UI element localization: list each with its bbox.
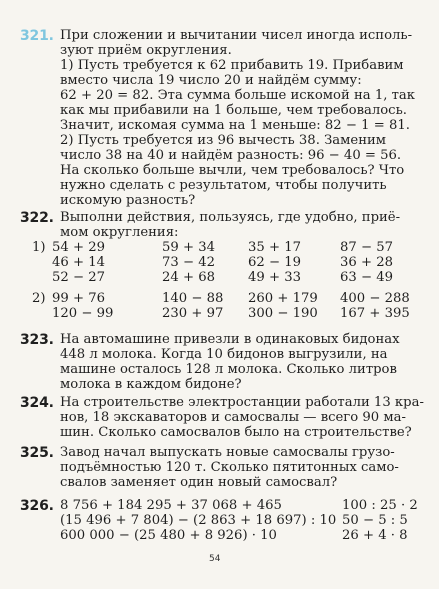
expression: 26 + 4 · 8	[342, 528, 408, 543]
text-line: вместо числа 19 число 20 и найдём сумму:	[60, 73, 362, 88]
expression: 52 − 27	[52, 270, 105, 285]
expression-row	[20, 270, 420, 285]
expression: 24 + 68	[162, 270, 215, 285]
expression: 400 − 288	[340, 291, 410, 306]
expression: 62 − 19	[248, 255, 301, 270]
text-line: нужно сделать с результатом, чтобы получить	[60, 178, 387, 193]
text-line: нов, 18 экскаваторов и самосвалы — всего 90 ма-	[60, 410, 406, 425]
expression-row	[60, 513, 345, 528]
text-line: машине осталось 128 л молока. Сколько литров	[60, 362, 397, 377]
problem-321	[20, 28, 425, 208]
expression-row	[342, 513, 427, 528]
expression-row	[20, 291, 420, 306]
text-line: зуют приём округления.	[60, 43, 232, 58]
exercise-set-2	[20, 291, 420, 321]
problem-text	[60, 28, 425, 208]
text-line: искомую разность?	[60, 193, 196, 208]
expression: 50 − 5 : 5	[342, 513, 408, 528]
expression-row	[342, 498, 427, 513]
problem-number: 325.	[20, 445, 54, 461]
set-label: 1)	[32, 240, 46, 255]
problem-text	[60, 332, 425, 392]
expression: 49 + 33	[248, 270, 301, 285]
text-line: При сложении и вычитании чисел иногда исполь-	[60, 28, 413, 43]
text-line: как мы прибавили на 1 больше, чем требовалось.	[60, 103, 407, 118]
text-line: свалов заменяет один новый самосвал?	[60, 475, 338, 490]
expressions-left	[60, 498, 345, 543]
expressions-right	[342, 498, 427, 543]
text-line: На автомашине привезли в одинаковых бидонах	[60, 332, 400, 347]
text-line: молока в каждом бидоне?	[60, 377, 242, 392]
text-line: 1) Пусть требуется к 62 прибавить 19. Прибавим	[60, 58, 404, 73]
expression: 36 + 28	[340, 255, 393, 270]
expression: 87 − 57	[340, 240, 393, 255]
expression: 600 000 − (25 480 + 8 926) · 10	[60, 528, 277, 543]
expression: 8 756 + 184 295 + 37 068 + 465	[60, 498, 282, 513]
expression-row	[20, 255, 420, 270]
expression-row	[20, 240, 420, 255]
expression-row	[342, 528, 427, 543]
problem-322	[20, 210, 425, 240]
problem-number: 326.	[20, 498, 54, 514]
text-line: Завод начал выпускать новые самосвалы грузо-	[60, 445, 395, 460]
problem-325	[20, 445, 425, 490]
expression: 99 + 76	[52, 291, 105, 306]
expression: 59 + 34	[162, 240, 215, 255]
expression: 46 + 14	[52, 255, 105, 270]
expression: 300 − 190	[248, 306, 318, 321]
problem-text	[60, 210, 425, 240]
problem-number: 323.	[20, 332, 54, 348]
text-line: 2) Пусть требуется из 96 вычесть 38. Заменим	[60, 133, 387, 148]
problem-number: 324.	[20, 395, 54, 411]
expression: 54 + 29	[52, 240, 105, 255]
problem-text	[60, 395, 425, 440]
expression: 260 + 179	[248, 291, 318, 306]
text-line: подъёмностью 120 т. Сколько пятитонных само-	[60, 460, 399, 475]
text-line: На строительстве электростанции работали 13 кра-	[60, 395, 424, 410]
text-line: шин. Сколько самосвалов было на строительстве?	[60, 425, 412, 440]
text-line: 62 + 20 = 82. Эта сумма больше искомой на 1, так	[60, 88, 415, 103]
expression-row	[60, 528, 345, 543]
problem-text	[60, 445, 425, 490]
expression: 73 − 42	[162, 255, 215, 270]
exercise-set-1	[20, 240, 420, 285]
text-line: число 38 на 40 и найдём разность: 96 − 40 = 56.	[60, 148, 402, 163]
problem-number: 321.	[20, 28, 54, 44]
text-line: 448 л молока. Когда 10 бидонов выгрузили, на	[60, 347, 388, 362]
expression-row	[20, 306, 420, 321]
problem-324	[20, 395, 425, 440]
expression: 63 − 49	[340, 270, 393, 285]
text-line: На сколько больше вычли, чем требовалось? Что	[60, 163, 405, 178]
text-line: Выполни действия, пользуясь, где удобно, приё-	[60, 210, 401, 225]
text-line: мом округления:	[60, 225, 179, 240]
page-number: 54	[209, 554, 221, 564]
expression: 140 − 88	[162, 291, 224, 306]
text-line: Значит, искомая сумма на 1 меньше: 82 − 1 = 81.	[60, 118, 410, 133]
expression-row	[60, 498, 345, 513]
expression: 230 + 97	[162, 306, 224, 321]
set-label: 2)	[32, 291, 46, 306]
expression: 120 − 99	[52, 306, 114, 321]
problem-323	[20, 332, 425, 392]
expression: 100 : 25 · 2	[342, 498, 418, 513]
expression: (15 496 + 7 804) − (2 863 + 18 697) : 10	[60, 513, 337, 528]
expression: 167 + 395	[340, 306, 410, 321]
problem-number: 322.	[20, 210, 54, 226]
expression: 35 + 17	[248, 240, 301, 255]
